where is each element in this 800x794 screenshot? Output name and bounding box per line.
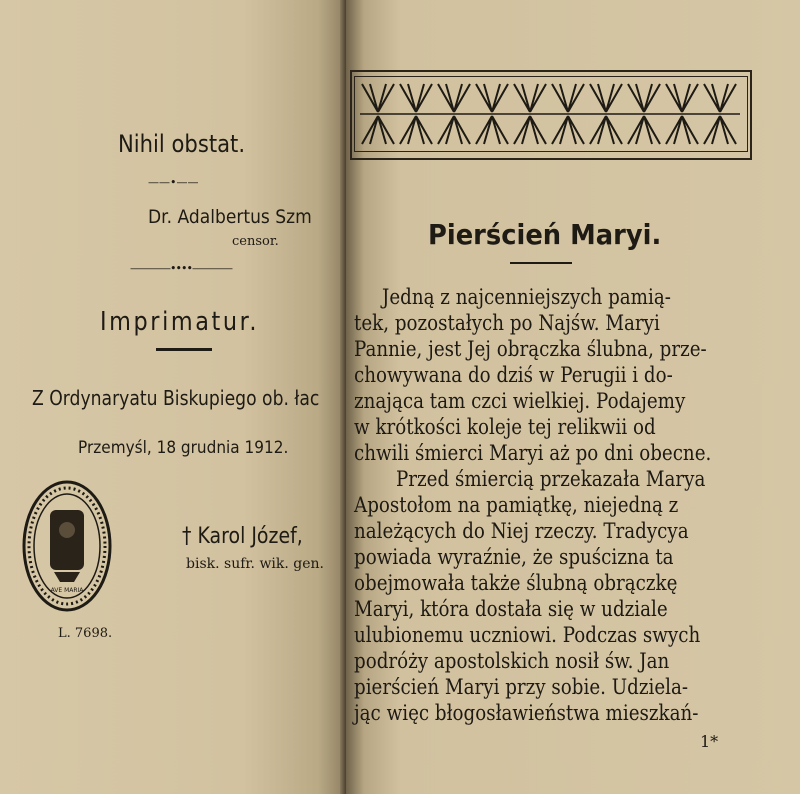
ornament-pattern <box>360 82 740 146</box>
signature-role: bisk. sufr. wik. gen. <box>186 556 325 572</box>
body-line: chwili śmierci Maryi aż po dni obecne. <box>354 441 712 465</box>
divider-ornament: ——•—— <box>148 176 199 189</box>
imprimatur-heading: Imprimatur. <box>100 307 260 337</box>
body-line: w krótkości koleje tej relikwii od <box>354 415 656 439</box>
censor-name: Dr. Adalbertus Szm <box>148 206 312 228</box>
diocesan-seal <box>22 480 112 612</box>
body-line: należących do Niej rzeczy. Tradycya <box>354 519 689 543</box>
body-line: ulubionemu uczniowi. Podczas swych <box>354 623 701 647</box>
body-line: znająca tam czci wielkiej. Podajemy <box>354 389 686 413</box>
body-line: Przed śmiercią przekazała Marya <box>396 467 706 491</box>
divider-line <box>156 348 212 351</box>
title-underline <box>510 262 572 264</box>
body-line: pierścień Maryi przy sobie. Udziela- <box>354 675 689 699</box>
ordynaryat-line: Z Ordynaryatu Biskupiego ob. łac <box>32 386 320 410</box>
place-date: Przemyśl, 18 grudnia 1912. <box>78 438 289 458</box>
body-line: jąc więc błogosławieństwa mieszkań- <box>354 701 699 725</box>
censor-role: censor. <box>232 234 279 249</box>
reference-number: L. 7698. <box>58 626 113 641</box>
right-page <box>346 0 800 794</box>
left-page <box>0 0 346 794</box>
body-line: podróży apostolskich nosił św. Jan <box>354 649 670 673</box>
chapter-title: Pierścień Maryi. <box>428 218 662 251</box>
body-line: Maryi, która dostała się w udziale <box>354 597 668 621</box>
body-line: Apostołom na pamiątkę, niejedną z <box>354 493 679 517</box>
body-line: tek, pozostałych po Najśw. Maryi <box>354 311 660 335</box>
divider-ornament-2: ————••••———— <box>130 262 232 275</box>
body-line: Jedną z najcenniejszych pamią- <box>382 285 671 309</box>
body-line: powiada wyraźnie, że spuścizna ta <box>354 545 674 569</box>
body-line: Pannie, jest Jej obrączka ślubna, prze- <box>354 337 707 361</box>
svg-text:AVE MARIA: AVE MARIA <box>50 587 84 594</box>
signature-mark: 1* <box>700 732 719 751</box>
body-line: chowywana do dziś w Perugii i do- <box>354 363 673 387</box>
nihil-obstat-heading: Nihil obstat. <box>118 130 246 158</box>
signature-name: † Karol Józef, <box>182 524 303 549</box>
body-line: obejmowała także ślubną obrączkę <box>354 571 678 595</box>
